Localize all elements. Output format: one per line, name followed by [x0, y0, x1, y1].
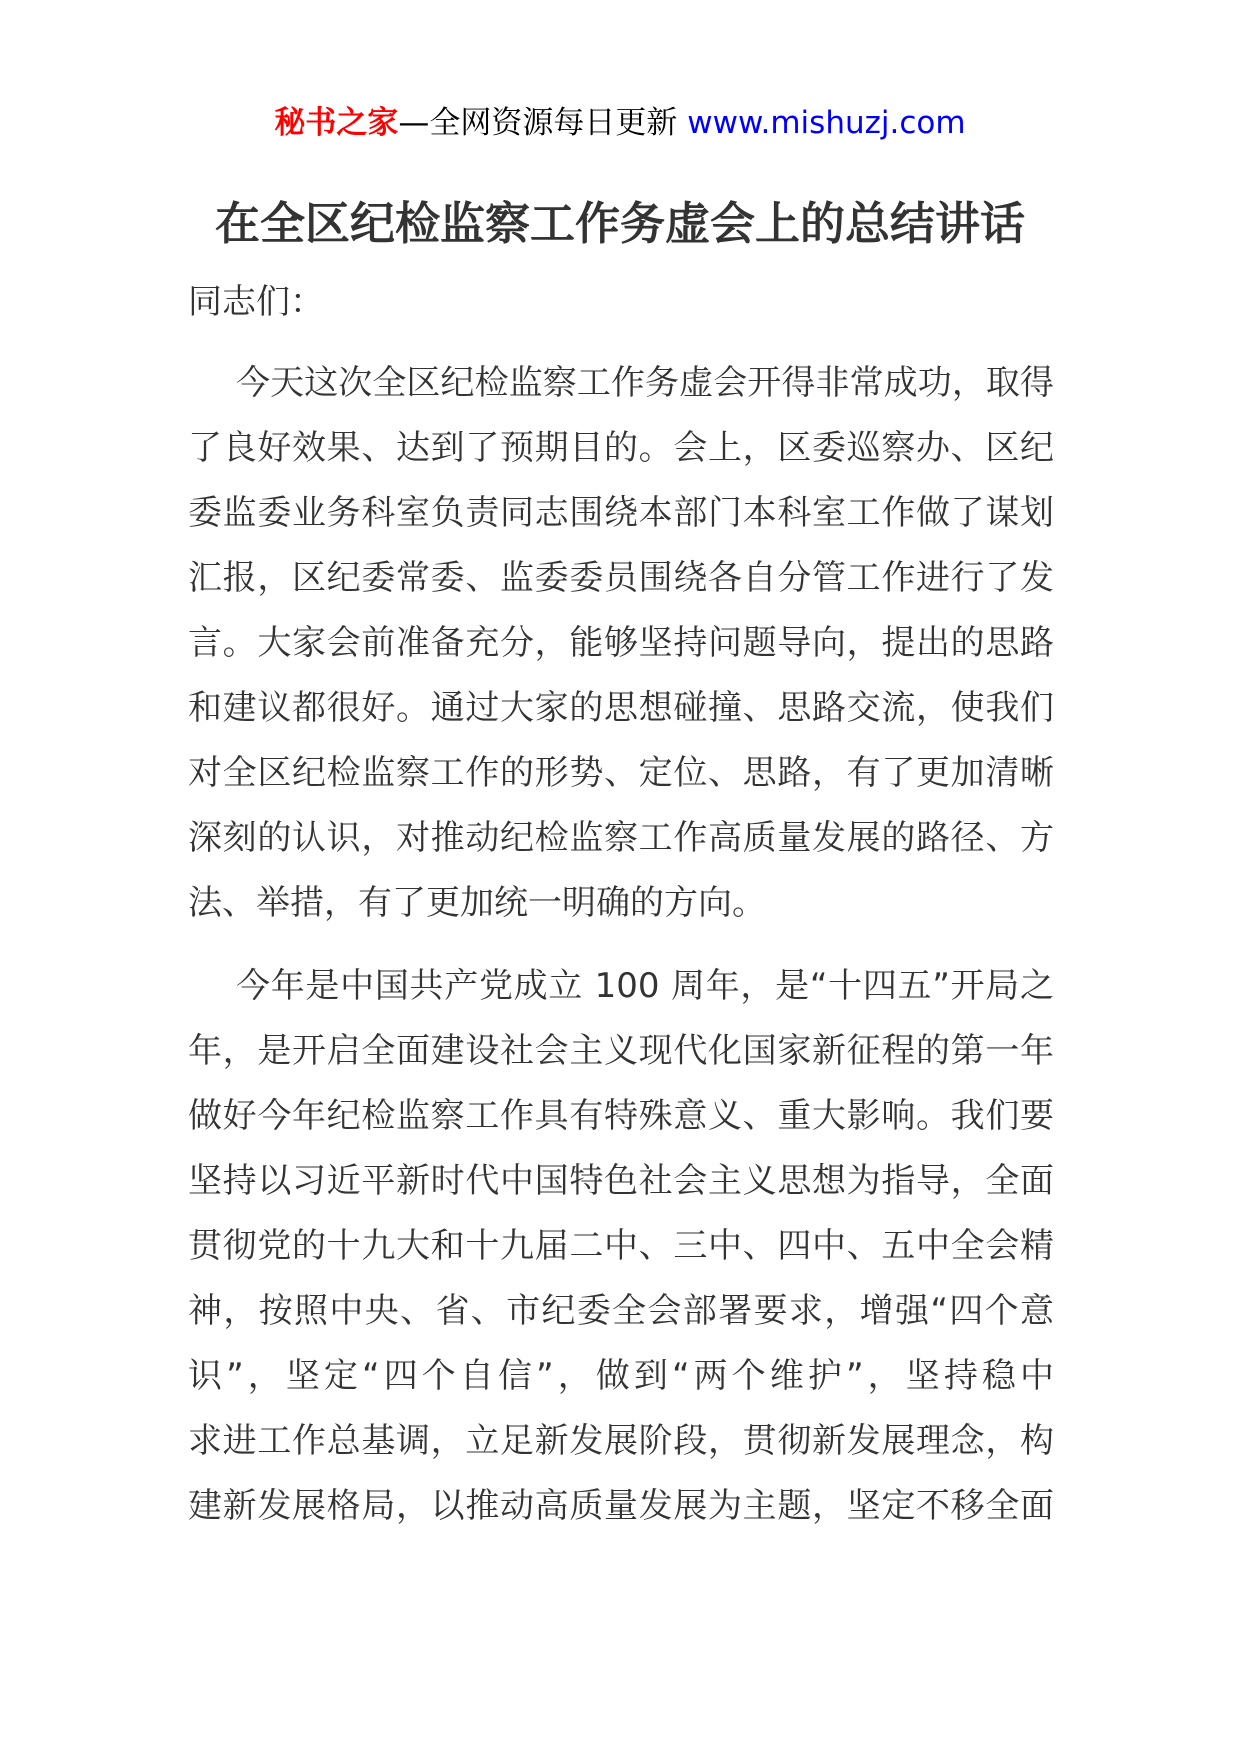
paragraph-line: 做好今年纪检监察工作具有特殊意义、重大影响。我们要 [188, 1096, 1054, 1136]
paragraph-line: 坚持以习近平新时代中国特色社会主义思想为指导，全面 [188, 1161, 1054, 1201]
paragraph-line: 了良好效果、达到了预期目的。会上，区委巡察办、区纪 [188, 428, 1054, 468]
paragraph-line: 建新发展格局，以推动高质量发展为主题，坚定不移全面 [188, 1486, 1054, 1526]
body-paragraph [188, 351, 1054, 936]
paragraph-line: 识”，坚定“四个自信”，做到“两个维护”，坚持稳中 [188, 1356, 1054, 1396]
paragraph-line: 求进工作总基调，立足新发展阶段，贯彻新发展理念，构 [188, 1421, 1054, 1461]
paragraph-line: 对全区纪检监察工作的形势、定位、思路，有了更加清晰 [188, 753, 1054, 793]
site-tagline: —全网资源每日更新 [398, 105, 678, 141]
paragraph-line: 今天这次全区纪检监察工作务虚会开得非常成功，取得 [236, 363, 1054, 403]
salutation: 同志们： [188, 282, 324, 322]
paragraph-line: 贯彻党的十九大和十九届二中、三中、四中、五中全会精 [188, 1226, 1054, 1266]
paragraph-line: 今年是中国共产党成立 100 周年，是“十四五”开局之 [236, 966, 1054, 1006]
document-title: 在全区纪检监察工作务虚会上的总结讲话 [214, 197, 1025, 250]
paragraph-line: 深刻的认识，对推动纪检监察工作高质量发展的路径、方 [188, 818, 1054, 858]
paragraph-line: 汇报，区纪委常委、监委委员围绕各自分管工作进行了发 [188, 558, 1054, 598]
site-brand-name: 秘书之家 [274, 105, 399, 141]
site-url: www.mishuzj.com [687, 105, 966, 141]
paragraph-line: 和建议都很好。通过大家的思想碰撞、思路交流，使我们 [188, 688, 1054, 728]
paragraph-line: 神，按照中央、省、市纪委全会部署要求，增强“四个意 [188, 1291, 1054, 1331]
paragraph-line: 年，是开启全面建设社会主义现代化国家新征程的第一年 [188, 1031, 1054, 1071]
body-paragraph [188, 954, 1054, 1539]
paragraph-line: 法、举措，有了更加统一明确的方向。 [188, 883, 766, 923]
paragraph-line: 委监委业务科室负责同志围绕本部门本科室工作做了谋划 [188, 493, 1054, 533]
site-banner [0, 98, 1240, 148]
paragraph-line: 言。大家会前准备充分，能够坚持问题导向，提出的思路 [188, 623, 1054, 663]
